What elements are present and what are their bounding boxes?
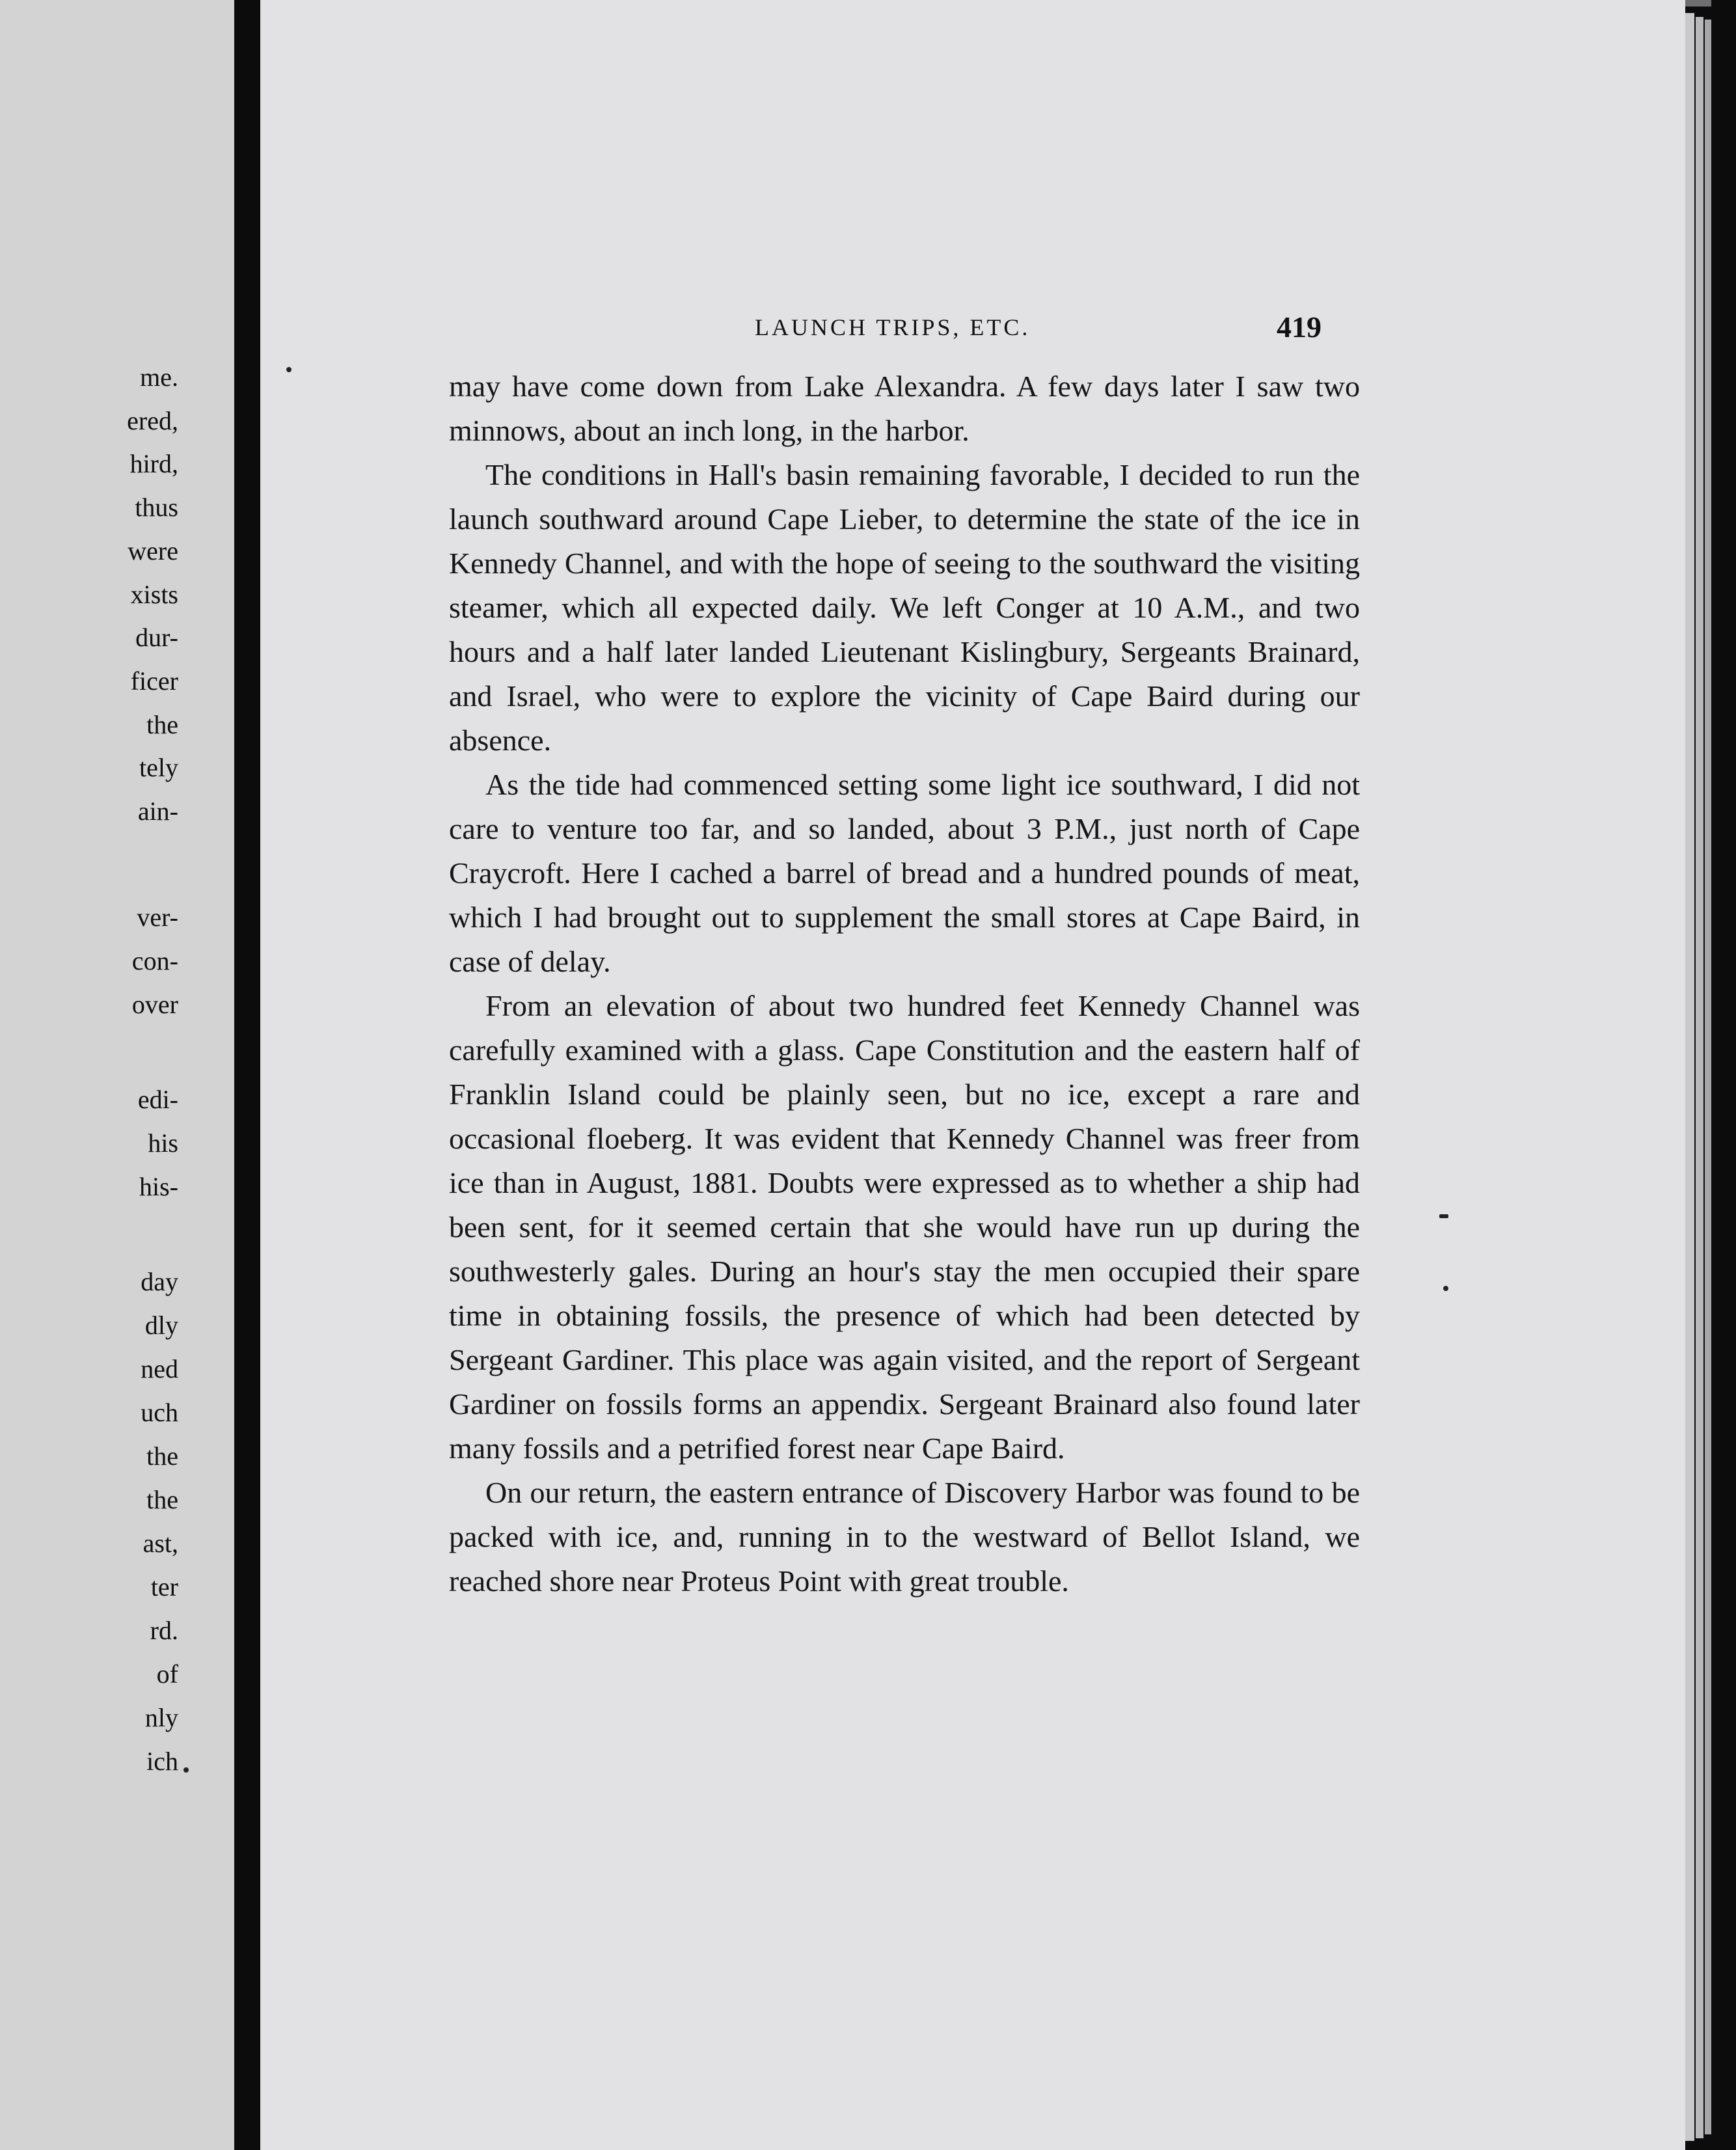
speck-mark xyxy=(183,1767,189,1773)
page-edge xyxy=(1705,20,1711,2134)
left-fragment: were xyxy=(128,536,178,565)
left-fragment: day xyxy=(141,1267,178,1296)
left-fragment: nly xyxy=(144,1703,178,1732)
left-fragment: edi- xyxy=(137,1085,178,1114)
facing-page-left xyxy=(0,0,234,2150)
left-fragment: rd. xyxy=(150,1616,178,1645)
paragraph: From an elevation of about two hundred feet Kennedy Channel was carefully examined with a glass. Cape Constitution and the eastern half of Franklin Island could be plainly seen, but no ice, except a rare and occasional floeberg. It was evident that Kennedy Channel was freer from ice than in August, 1881. Doubts were expressed as to whether a ship had been sent, for it seemed certain that she would have run up during the southwesterly gales. During an hour's stay the men occupied their spare time in obtaining fossils, the presence of which had been detected by Sergeant Gardiner. This place was again visited, and the report of Sergeant Gardiner on fossils forms an appendix. Sergeant Brainard also found later many fossils and a petrified forest near Cape Baird. xyxy=(449,989,1360,1465)
paragraph: The conditions in Hall's basin remaining favorable, I decided to run the launch southward around Cape Lieber, to determine the state of the ice in Kennedy Channel, and with the hope of seeing to the southward the visiting steamer, which all expected daily. We left Conger at 10 A.M., and two hours and a half later landed Lieutenant Kislingbury, Sergeants Brainard, and Israel, who were to explore the vicinity of Cape Baird during our absence. xyxy=(449,458,1360,757)
paragraph: On our return, the eastern entrance of Discovery Harbor was found to be packed with ice, and, running in to the westward of Bellot Island, we reached shore near Proteus Point with great trouble. xyxy=(449,1476,1360,1598)
page-edge xyxy=(1696,17,1703,2138)
left-fragment: ficer xyxy=(130,666,178,696)
left-fragment: dur- xyxy=(135,623,178,652)
left-fragment: the xyxy=(146,1485,178,1514)
left-fragment: ered, xyxy=(127,406,178,435)
left-fragment: ain- xyxy=(137,796,178,826)
left-fragment: ich xyxy=(146,1747,178,1776)
left-fragment: me. xyxy=(140,362,178,392)
paragraph: As the tide had commenced setting some light ice southward, I did not care to venture too far, and so landed, about 3 P.M., just north of Cape Craycroft. Here I cached a barrel of bread and a hundred pounds of meat, which I had brought out to supplement the small stores at Cape Baird, in case of delay. xyxy=(449,768,1360,978)
left-fragment: his xyxy=(148,1128,178,1158)
speck-mark xyxy=(1443,1286,1448,1291)
left-fragment: thus xyxy=(135,493,178,522)
left-fragment: ver- xyxy=(137,903,178,932)
left-fragment: ter xyxy=(150,1572,178,1601)
left-fragment: xists xyxy=(130,580,178,609)
page-edge xyxy=(1685,13,1694,2141)
paragraph: may have come down from Lake Alexandra. A few days later I saw two minnows, about an inch long, in the harbor. xyxy=(449,370,1360,447)
speck-mark xyxy=(286,367,292,372)
left-fragment: the xyxy=(146,710,178,739)
left-fragment: the xyxy=(146,1441,178,1471)
left-fragment: uch xyxy=(141,1398,178,1427)
left-fragment: dly xyxy=(144,1311,178,1340)
left-fragment: ast, xyxy=(142,1529,178,1558)
page-number: 419 xyxy=(1277,310,1322,344)
body-text xyxy=(449,364,1360,1603)
left-fragment: over xyxy=(131,990,178,1019)
left-fragment: hird, xyxy=(129,449,178,478)
left-fragment: his- xyxy=(139,1172,178,1201)
left-fragment: ned xyxy=(141,1354,178,1383)
left-fragment: con- xyxy=(131,946,178,975)
left-fragment: tely xyxy=(139,753,178,782)
speck-mark xyxy=(1439,1214,1448,1218)
left-fragment: of xyxy=(156,1659,178,1689)
running-head: LAUNCH TRIPS, ETC. xyxy=(755,314,1031,340)
